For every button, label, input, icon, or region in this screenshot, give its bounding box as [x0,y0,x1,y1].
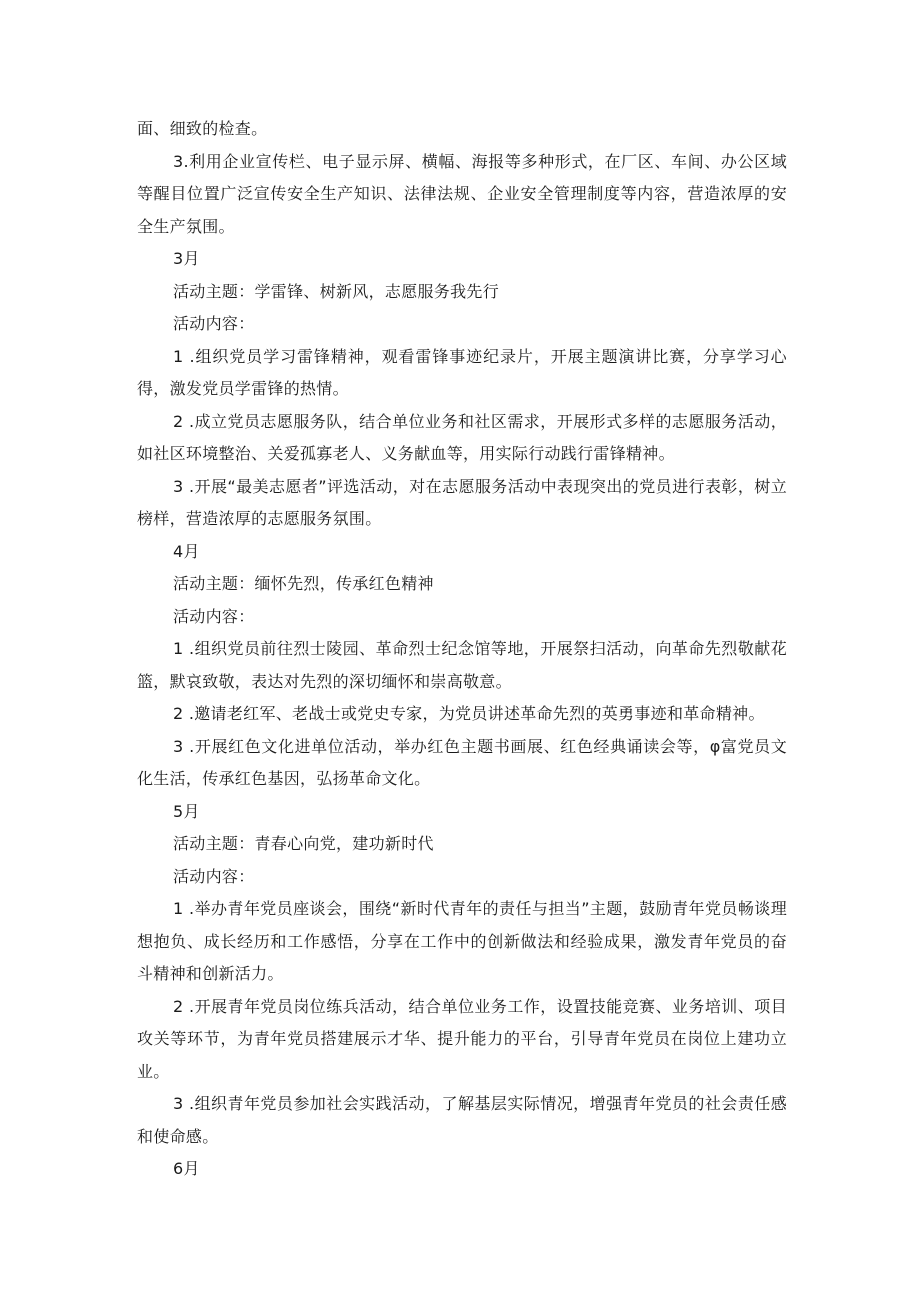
activity-content-label: 活动内容： [173,314,255,333]
list-item: 3 .开展红色文化进单位活动，举办红色主题书画展、红色经典诵读会等，φ富党员文化生活，传承红色基因，弘扬革命文化。 [137,736,787,788]
month-heading: 5月 [173,801,200,821]
list-item: 1 .举办青年党员座谈会，围绕“新时代青年的责任与担当”主题，鼓励青年党员畅谈理想抱负、成长经历和工作感悟，分享在工作中的创新做法和经验成果，激发青年党员的奋斗精神和创新活力。 [137,899,787,983]
list-item: 1 .组织党员学习雷锋精神，观看雷锋事迹纪录片，开展主题演讲比赛，分享学习心得，激发党员学雷锋的热情。 [137,346,787,398]
document-body [137,113,787,1186]
month-heading: 3月 [173,249,200,268]
paragraph: 3.利用企业宣传栏、电子显示屏、横幅、海报等多种形式，在厂区、车间、办公区域等醒目位置广泛宣传安全生产知识、法律法规、企业安全管理制度等内容，营造浓厚的安全生产氛围。 [137,151,787,236]
list-item: 3 .组织青年党员参加社会实践活动，了解基层实际情况，增强青年党员的社会责任感和使命感。 [137,1094,787,1146]
list-item: 2 .邀请老红军、老战士或党史专家，为党员讲述革命先烈的英勇事迹和革命精神。 [173,704,765,723]
list-item: 2 .成立党员志愿服务队，结合单位业务和社区需求，开展形式多样的志愿服务活动，如社区环境整治、关爱孤寡老人、义务献血等，用实际行动践行雷锋精神。 [137,411,787,463]
activity-theme: 活动主题：学雷锋、树新风，志愿服务我先行 [173,281,500,301]
activity-content-label: 活动内容： [173,866,255,886]
month-heading: 4月 [173,541,200,561]
paragraph: 面、细致的检查。 [137,119,268,138]
list-item: 1 .组织党员前往烈士陵园、革命烈士纪念馆等地，开展祭扫活动，向革命先烈敬献花篮，默哀致敬，表达对先烈的深切缅怀和崇高敬意。 [137,639,787,691]
month-heading: 6月 [173,1159,200,1178]
list-item: 3 .开展“最美志愿者”评选活动，对在志愿服务活动中表现突出的党员进行表彰，树立榜样，营造浓厚的志愿服务氛围。 [137,476,787,528]
activity-theme: 活动主题：缅怀先烈，传承红色精神 [173,574,434,593]
list-item: 2 .开展青年党员岗位练兵活动，结合单位业务工作，设置技能竞赛、业务培训、项目攻关等环节，为青年党员搭建展示才华、提升能力的平台，引导青年党员在岗位上建功立业。 [137,996,787,1081]
activity-content-label: 活动内容： [173,606,255,626]
activity-theme: 活动主题：青春心向党，建功新时代 [173,834,434,853]
